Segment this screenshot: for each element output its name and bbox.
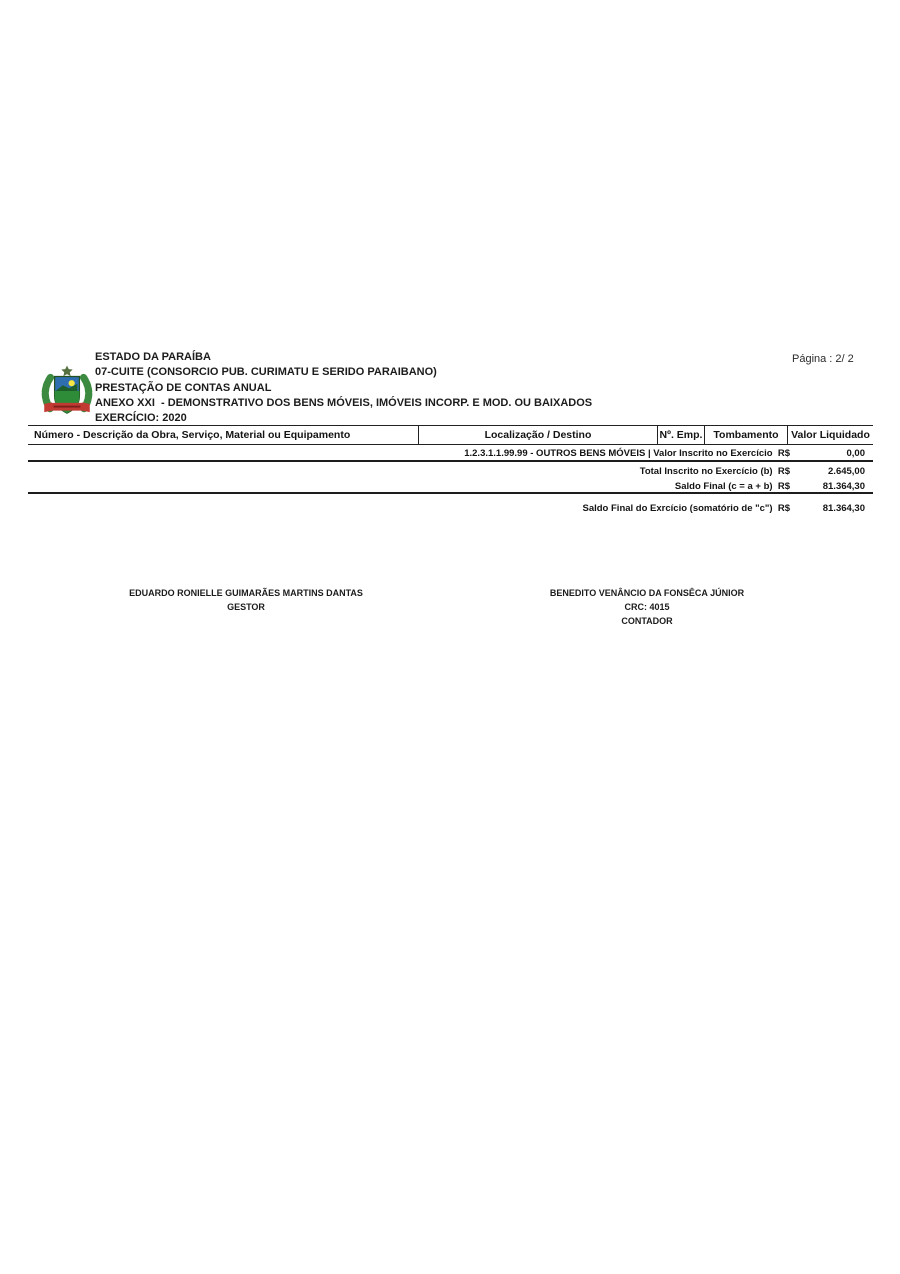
header-report-title: PRESTAÇÃO DE CONTAS ANUAL: [95, 382, 272, 394]
signature-block-contador: [522, 588, 772, 626]
row-label: Saldo Final do Exrcício (somatório de "c") R$: [582, 503, 790, 514]
column-header-localizacao: Localização / Destino: [419, 426, 658, 444]
table-header-row: [28, 425, 873, 445]
row-label: 1.2.3.1.1.99.99 - OUTROS BENS MÓVEIS | Valor Inscrito no Exercício R$: [464, 448, 790, 459]
row-value: 0,00: [846, 448, 865, 459]
header-annex-title: ANEXO XXI - DEMONSTRATIVO DOS BENS MÓVEIS, IMÓVEIS INCORP. E MOD. OU BAIXADOS: [95, 397, 593, 409]
table-row-total-inscrito: [28, 466, 873, 478]
signer-role: GESTOR: [227, 602, 265, 612]
row-value: 2.645,00: [828, 466, 865, 477]
table-divider: [28, 492, 873, 494]
signer-crc: CRC: 4015: [624, 602, 670, 612]
row-label: Total Inscrito no Exercício (b) R$: [639, 466, 790, 477]
signer-name: EDUARDO RONIELLE GUIMARÃES MARTINS DANTAS: [129, 588, 363, 598]
row-value: 81.364,30: [822, 503, 865, 514]
page-number: Página : 2/ 2: [792, 353, 854, 365]
table-row: [28, 448, 873, 460]
paraiba-coat-of-arms-logo: [37, 365, 97, 419]
header-exercise: EXERCÍCIO: 2020: [95, 412, 187, 424]
signer-name: BENEDITO VENÂNCIO DA FONSÊCA JÚNIOR: [549, 588, 745, 598]
column-header-valor-liquidado: Valor Liquidado: [791, 429, 870, 441]
table-divider: [28, 460, 873, 462]
coat-of-arms-icon: [37, 365, 97, 419]
signature-block-gestor: [121, 588, 371, 612]
table-row-saldo-final-exercicio: [28, 503, 873, 515]
column-header-descricao: Número - Descrição da Obra, Serviço, Material ou Equipamento: [28, 426, 419, 444]
signer-role: CONTADOR: [621, 616, 673, 626]
row-label: Saldo Final (c = a + b) R$: [674, 481, 790, 492]
column-header-num-emp: Nº. Emp.: [658, 426, 705, 444]
header-state: ESTADO DA PARAÍBA: [95, 351, 211, 363]
row-value: 81.364,30: [822, 481, 865, 492]
header-entity: 07-CUITE (CONSORCIO PUB. CURIMATU E SERIDO PARAIBANO): [95, 366, 437, 378]
column-header-tombamento: Tombamento: [705, 426, 788, 444]
